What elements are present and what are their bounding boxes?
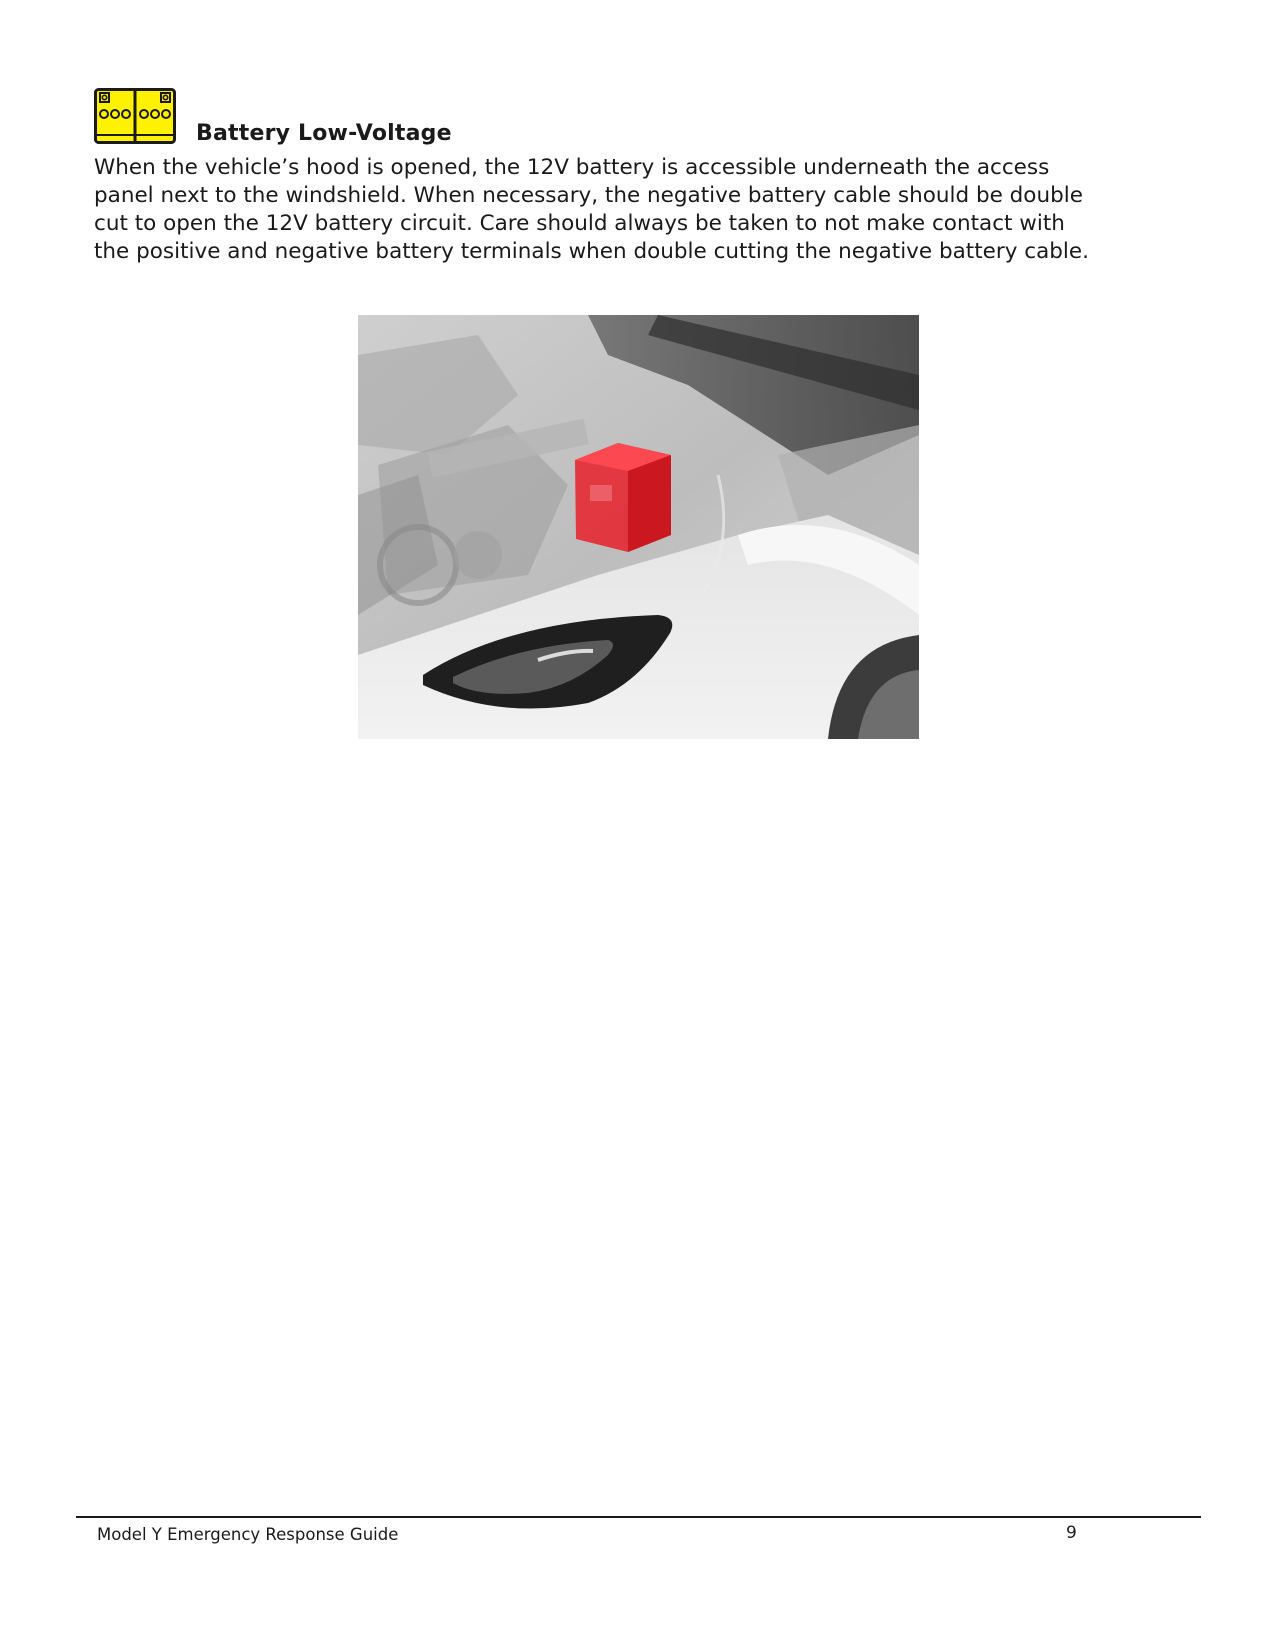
body-line: cut to open the 12V battery circuit. Care should always be taken to not make contact with: [94, 211, 1065, 236]
footer-divider: [76, 1516, 1201, 1518]
page-number: 9: [1066, 1523, 1077, 1543]
section-heading: Battery Low-Voltage: [196, 121, 452, 146]
footer-document-title: Model Y Emergency Response Guide: [97, 1525, 399, 1544]
body-line: the positive and negative battery terminals when double cutting the negative battery cable.: [94, 239, 1089, 264]
body-line: panel next to the windshield. When necessary, the negative battery cable should be double: [94, 183, 1083, 208]
battery-location-figure: [358, 315, 919, 739]
section-body-text: [94, 154, 1214, 266]
vehicle-front-illustration: [358, 315, 919, 739]
battery-low-voltage-icon: [94, 88, 176, 144]
body-line: When the vehicle’s hood is opened, the 12V battery is accessible underneath the access: [94, 155, 1050, 180]
12v-battery-highlight: [575, 443, 671, 552]
